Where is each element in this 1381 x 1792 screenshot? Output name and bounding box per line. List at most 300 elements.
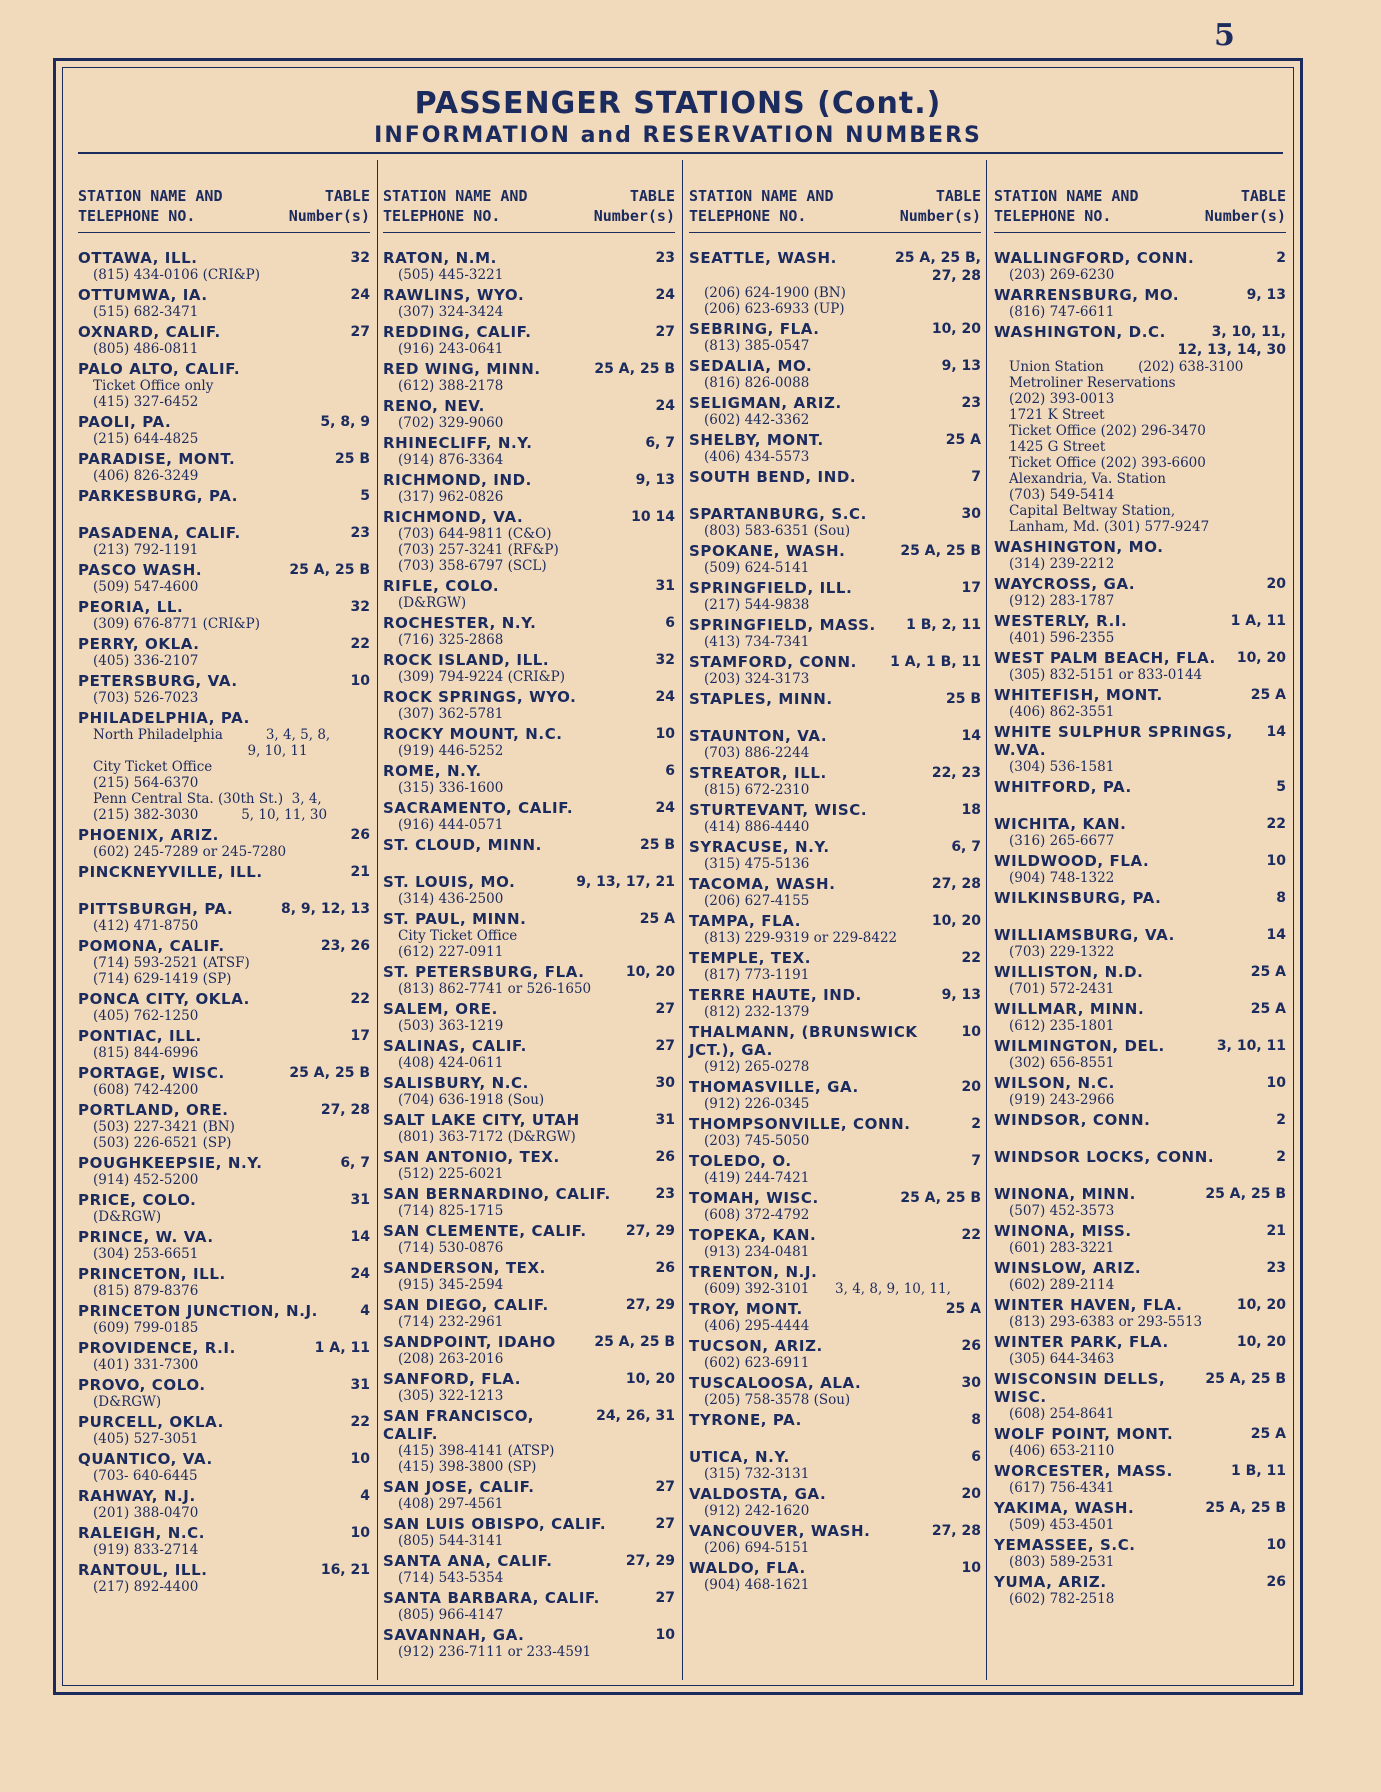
station-row <box>689 727 981 745</box>
station-row <box>994 249 1286 267</box>
telephone-line: City Ticket Office <box>93 759 213 775</box>
station-name: WILSON, N.C. <box>994 1074 1115 1092</box>
station-name: ST. PAUL, MINN. <box>383 910 527 928</box>
station-entry <box>78 360 370 410</box>
station-name: SAVANNAH, GA. <box>383 1626 525 1644</box>
station-entry <box>689 801 981 835</box>
station-row <box>383 688 675 706</box>
station-name: TOPEKA, KAN. <box>689 1226 817 1244</box>
station-name: WINONA, MISS. <box>994 1222 1132 1240</box>
station-entry <box>383 762 675 796</box>
station-row <box>383 1296 675 1314</box>
table-numbers: 24 <box>655 800 675 816</box>
telephone-line: (314) 239-2212 <box>1009 556 1115 572</box>
station-row <box>994 852 1286 870</box>
telephone-line: (201) 388-0470 <box>93 1505 199 1521</box>
station-name: WESTERLY, R.I. <box>994 612 1128 630</box>
station-row <box>689 320 981 338</box>
station-entry <box>383 651 675 685</box>
telephone-line: (206) 623-6933 (UP) <box>704 301 845 317</box>
telephone-line: (703) 526-7023 <box>93 690 199 706</box>
station-row <box>383 910 675 928</box>
station-row <box>689 249 981 285</box>
table-numbers: 25 A, 25 B <box>594 1334 675 1350</box>
station-row <box>994 815 1286 833</box>
table-numbers: 23 <box>350 525 370 541</box>
telephone-line: Capital Beltway Station, <box>1009 503 1176 519</box>
station-name: PONCA CITY, OKLA. <box>78 990 250 1008</box>
table-numbers: 25 A <box>945 432 981 448</box>
table-numbers: 7 <box>971 469 981 485</box>
station-entry <box>78 413 370 447</box>
station-row <box>78 1154 370 1172</box>
table-numbers: 14 <box>350 1229 370 1245</box>
station-row <box>78 1265 370 1283</box>
telephone-line: (813) 229-9319 or 229-8422 <box>704 930 898 946</box>
station-entry <box>689 1263 981 1297</box>
station-entry <box>383 1626 675 1660</box>
station-row <box>994 538 1286 556</box>
telephone-line: (914) 452-5200 <box>93 1172 199 1188</box>
table-numbers: 1 B, 2, 11 <box>906 617 981 633</box>
telephone-line: (406) 826-3249 <box>93 468 199 484</box>
station-entry <box>78 1064 370 1098</box>
station-row <box>78 1561 370 1579</box>
station-row <box>383 508 675 526</box>
telephone-line: (408) 297-4561 <box>398 1496 504 1512</box>
telephone-line: (215) 382-3030 5, 10, 11, 30 <box>93 807 328 823</box>
telephone-line: (612) 388-2178 <box>398 378 504 394</box>
station-name: SANDERSON, TEX. <box>383 1259 546 1277</box>
table-numbers: 23, 26 <box>320 938 370 954</box>
table-numbers: 27, 28 <box>931 876 981 892</box>
station-row <box>689 1226 981 1244</box>
station-name: SAN BERNARDINO, CALIF. <box>383 1185 611 1203</box>
table-numbers: 25 A <box>945 1301 981 1317</box>
station-row <box>78 672 370 690</box>
station-name: VALDOSTA, GA. <box>689 1485 827 1503</box>
station-row <box>689 653 981 671</box>
station-row <box>383 397 675 415</box>
station-entry <box>689 1189 981 1223</box>
station-row <box>689 912 981 930</box>
station-name: WORCESTER, MASS. <box>994 1462 1173 1480</box>
station-row <box>383 836 675 854</box>
table-numbers: 27 <box>655 1590 675 1606</box>
telephone-line <box>383 854 675 870</box>
telephone-line: (415) 398-3800 (SP) <box>398 1459 537 1475</box>
station-entry <box>78 1101 370 1151</box>
station-entry <box>689 249 981 317</box>
station-row <box>689 1189 981 1207</box>
table-numbers: 25 A <box>1250 687 1286 703</box>
station-entry <box>689 542 981 576</box>
telephone-line: (305) 644-3463 <box>1009 1351 1115 1367</box>
station-name: ST. LOUIS, MO. <box>383 873 516 891</box>
station-entry <box>383 249 675 283</box>
table-numbers: 10 <box>350 1525 370 1541</box>
station-name: POMONA, CALIF. <box>78 937 225 955</box>
station-name: PEORIA, LL. <box>78 598 184 616</box>
table-numbers: 27 <box>655 1038 675 1054</box>
station-row <box>994 1185 1286 1203</box>
station-name: WARRENSBURG, MO. <box>994 286 1180 304</box>
station-name: SALISBURY, N.C. <box>383 1074 529 1092</box>
station-entry <box>689 1023 981 1075</box>
telephone-line: Lanham, Md. (301) 577-9247 <box>1009 519 1210 535</box>
telephone-line: (309) 794-9224 (CRI&P) <box>398 669 566 685</box>
station-row <box>689 542 981 560</box>
table-numbers: 14 <box>1266 927 1286 943</box>
station-row <box>383 1037 675 1055</box>
station-row <box>994 1074 1286 1092</box>
station-name: SPOKANE, WASH. <box>689 542 846 560</box>
station-entry <box>689 468 981 502</box>
station-name: PRINCETON JUNCTION, N.J. <box>78 1302 318 1320</box>
station-row <box>383 1370 675 1388</box>
table-numbers: 27 <box>350 324 370 340</box>
station-entry <box>78 635 370 669</box>
station-row <box>383 323 675 341</box>
telephone-line: (206) 627-4155 <box>704 893 810 909</box>
station-name: WICHITA, KAN. <box>994 815 1127 833</box>
station-row <box>994 1425 1286 1443</box>
station-row <box>78 1101 370 1119</box>
station-name: WINDSOR, CONN. <box>994 1111 1151 1129</box>
station-entry <box>383 688 675 722</box>
telephone-line: (405) 527-3051 <box>93 1431 199 1447</box>
station-entry <box>78 1154 370 1188</box>
telephone-line: (816) 826-0088 <box>704 375 810 391</box>
table-numbers: 2 <box>1276 1112 1286 1128</box>
telephone-line: 1425 G Street <box>1009 439 1106 455</box>
station-row <box>78 1376 370 1394</box>
station-row <box>78 1064 370 1082</box>
station-name: WINTER HAVEN, FLA. <box>994 1296 1183 1314</box>
station-name: TEMPLE, TEX. <box>689 949 812 967</box>
station-entry <box>994 612 1286 646</box>
telephone-line: (203) 324-3173 <box>704 671 810 687</box>
telephone-line: (315) 475-5136 <box>704 856 810 872</box>
telephone-line: Ticket Office (202) 393-6600 <box>1009 455 1206 471</box>
station-name: STAMFORD, CONN. <box>689 653 857 671</box>
station-entry <box>383 1111 675 1145</box>
station-entry <box>383 725 675 759</box>
station-name: RENO, NEV. <box>383 397 485 415</box>
telephone-line: (817) 773-1191 <box>704 967 810 983</box>
station-entry <box>78 524 370 558</box>
station-name: SAN ANTONIO, TEX. <box>383 1148 560 1166</box>
table-numbers: 16, 21 <box>320 1562 370 1578</box>
table-numbers: 27 <box>655 1479 675 1495</box>
station-name: TAMPA, FLA. <box>689 912 802 930</box>
station-name: RICHMOND, VA. <box>383 508 524 526</box>
header-rule <box>383 232 675 233</box>
station-entry <box>383 471 675 505</box>
station-name: RAWLINS, WYO. <box>383 286 525 304</box>
station-entry <box>994 1536 1286 1570</box>
header-station-name: STATION NAME AND TELEPHONE NO. <box>994 187 1139 225</box>
station-row <box>689 1337 981 1355</box>
station-row <box>383 1259 675 1277</box>
column-divider <box>682 160 683 1680</box>
station-name: SAN FRANCISCO, CALIF. <box>383 1407 535 1443</box>
table-numbers: 22, 23 <box>931 765 981 781</box>
station-name: PAOLI, PA. <box>78 413 172 431</box>
station-entry <box>78 1561 370 1595</box>
station-row <box>689 690 981 708</box>
station-row <box>689 838 981 856</box>
station-entry <box>689 912 981 946</box>
table-numbers: 9, 13 <box>1246 287 1286 303</box>
station-name: PALO ALTO, CALIF. <box>78 360 241 378</box>
header-table-number: TABLE Number(s) <box>593 187 675 225</box>
station-entry <box>383 1515 675 1549</box>
table-numbers: 22 <box>961 950 981 966</box>
station-name: WILMINGTON, DEL. <box>994 1037 1165 1055</box>
station-name: WILLIAMSBURG, VA. <box>994 926 1175 944</box>
station-name: OTTAWA, ILL. <box>78 249 198 267</box>
station-row <box>383 762 675 780</box>
column-header <box>78 186 370 226</box>
station-row <box>78 1524 370 1542</box>
station-row <box>994 649 1286 667</box>
telephone-line: (206) 694-5151 <box>704 1540 810 1556</box>
station-entry <box>78 709 370 823</box>
station-entry <box>689 579 981 613</box>
station-entry <box>994 286 1286 320</box>
station-entry <box>383 1478 675 1512</box>
telephone-line: (503) 227-3421 (BN) <box>93 1119 235 1135</box>
table-numbers: 10, 20 <box>931 913 981 929</box>
station-row <box>994 686 1286 704</box>
table-numbers: 6, 7 <box>645 435 675 451</box>
table-numbers: 25 B <box>945 691 981 707</box>
station-entry <box>994 852 1286 886</box>
station-row <box>994 1148 1286 1166</box>
telephone-line: (401) 331-7300 <box>93 1357 199 1373</box>
station-row <box>78 360 370 378</box>
station-column-2 <box>383 186 675 1663</box>
station-name: PRINCETON, ILL. <box>78 1265 226 1283</box>
station-name: TYRONE, PA. <box>689 1411 802 1429</box>
station-row <box>689 357 981 375</box>
telephone-line: (608) 742-4200 <box>93 1082 199 1098</box>
station-entry <box>689 431 981 465</box>
station-row <box>383 434 675 452</box>
station-row <box>689 1559 981 1577</box>
station-name: RHINECLIFF, N.Y. <box>383 434 533 452</box>
station-row <box>78 561 370 579</box>
table-numbers: 17 <box>961 580 981 596</box>
station-name: TOMAH, WISC. <box>689 1189 819 1207</box>
station-name: PASADENA, CALIF. <box>78 524 241 542</box>
table-numbers: 6 <box>665 615 675 631</box>
station-entry <box>78 1524 370 1558</box>
table-numbers: 26 <box>655 1149 675 1165</box>
station-row <box>689 1448 981 1466</box>
station-row <box>689 801 981 819</box>
station-name: PETERSBURG, VA. <box>78 672 238 690</box>
station-entry <box>689 838 981 872</box>
station-row <box>78 1487 370 1505</box>
telephone-line: (401) 596-2355 <box>1009 630 1115 646</box>
table-numbers: 20 <box>961 1486 981 1502</box>
station-row <box>994 323 1286 359</box>
station-name: WILLMAR, MINN. <box>994 1000 1145 1018</box>
station-row <box>383 1552 675 1570</box>
telephone-line: (714) 629-1419 (SP) <box>93 971 232 987</box>
telephone-line: (315) 732-3131 <box>704 1466 810 1482</box>
station-entry <box>994 686 1286 720</box>
station-entry <box>383 1074 675 1108</box>
station-name: THOMASVILLE, GA. <box>689 1078 859 1096</box>
station-name: TERRE HAUTE, IND. <box>689 986 862 1004</box>
telephone-line: (703- 640-6445 <box>93 1468 198 1484</box>
station-entry <box>383 1589 675 1623</box>
table-numbers: 25 A, 25 B <box>900 1190 981 1206</box>
table-numbers: 26 <box>350 827 370 843</box>
station-name: WALLINGFORD, CONN. <box>994 249 1195 267</box>
table-numbers: 25 A <box>1250 1426 1286 1442</box>
telephone-line: (505) 445-3221 <box>398 267 504 283</box>
telephone-line: (415) 327-6452 <box>93 394 199 410</box>
header-rule <box>689 232 981 233</box>
station-entry <box>383 836 675 870</box>
telephone-line: Alexandria, Va. Station <box>1009 471 1166 487</box>
station-column-3 <box>689 186 981 1596</box>
table-numbers: 24 <box>655 689 675 705</box>
telephone-line: (612) 235-1801 <box>1009 1018 1115 1034</box>
page-subtitle: INFORMATION and RESERVATION NUMBERS <box>374 123 982 148</box>
station-name: WINDSOR LOCKS, CONN. <box>994 1148 1215 1166</box>
telephone-line: (217) 544-9838 <box>704 597 810 613</box>
station-name: TOLEDO, O. <box>689 1152 792 1170</box>
station-name: SPARTANBURG, S.C. <box>689 505 867 523</box>
station-name: POUGHKEEPSIE, N.Y. <box>78 1154 263 1172</box>
station-entry <box>383 286 675 320</box>
station-name: SAN LUIS OBISPO, CALIF. <box>383 1515 607 1533</box>
station-entry <box>689 1411 981 1445</box>
station-entry <box>383 1333 675 1367</box>
station-entry <box>689 1226 981 1260</box>
telephone-line: (803) 583-6351 (Sou) <box>704 523 851 539</box>
table-numbers: 23 <box>655 1186 675 1202</box>
table-numbers: 9, 13, 17, 21 <box>576 874 675 890</box>
station-row <box>78 937 370 955</box>
station-entry <box>689 875 981 909</box>
station-entry <box>383 1407 675 1475</box>
station-row <box>383 360 675 378</box>
station-entry <box>994 1111 1286 1145</box>
telephone-line: (702) 329-9060 <box>398 415 504 431</box>
telephone-line: (915) 345-2594 <box>398 1277 504 1293</box>
station-row <box>383 1333 675 1351</box>
table-numbers: 10 <box>655 1627 675 1643</box>
station-row <box>78 826 370 844</box>
station-name: PITTSBURGH, PA. <box>78 900 234 918</box>
telephone-line: (307) 362-5781 <box>398 706 504 722</box>
table-numbers: 1 B, 11 <box>1231 1463 1286 1479</box>
column-header <box>383 186 675 226</box>
table-numbers: 22 <box>350 991 370 1007</box>
table-numbers: 10 14 <box>631 509 675 525</box>
table-numbers: 25 A, 25 B <box>1205 1371 1286 1387</box>
station-entry <box>689 505 981 539</box>
station-row <box>689 1300 981 1318</box>
telephone-line: (602) 245-7289 or 245-7280 <box>93 844 287 860</box>
station-entry <box>383 799 675 833</box>
table-numbers: 10, 20 <box>1236 650 1286 666</box>
table-numbers: 1 A, 11 <box>1230 613 1286 629</box>
station-row <box>383 1000 675 1018</box>
telephone-line: (703) 886-2244 <box>704 745 810 761</box>
station-name: PROVIDENCE, R.I. <box>78 1339 236 1357</box>
station-name: WINTER PARK, FLA. <box>994 1333 1169 1351</box>
station-name: WASHINGTON, D.C. <box>994 323 1166 341</box>
telephone-line: (203) 745-5050 <box>704 1133 810 1149</box>
telephone-line <box>994 1166 1286 1182</box>
telephone-line: (704) 636-1918 (Sou) <box>398 1092 545 1108</box>
telephone-line: (503) 226-6521 (SP) <box>93 1135 232 1151</box>
station-entry <box>383 1259 675 1293</box>
station-name: PARADISE, MONT. <box>78 450 236 468</box>
table-numbers: 25 A, 25 B <box>289 1065 370 1081</box>
telephone-line: (314) 436-2500 <box>398 891 504 907</box>
station-row <box>383 1626 675 1644</box>
station-name: PONTIAC, ILL. <box>78 1027 202 1045</box>
table-numbers: 23 <box>961 395 981 411</box>
station-entry <box>78 1191 370 1225</box>
station-name: YEMASSEE, S.C. <box>994 1536 1136 1554</box>
telephone-line: (405) 336-2107 <box>93 653 199 669</box>
telephone-line: (512) 225-6021 <box>398 1166 504 1182</box>
station-name: RIFLE, COLO. <box>383 577 500 595</box>
telephone-line: (305) 832-5151 or 833-0144 <box>1009 667 1203 683</box>
telephone-line: (309) 676-8771 (CRI&P) <box>93 616 261 632</box>
station-entry <box>689 986 981 1020</box>
telephone-line: (703) 549-5414 <box>1009 487 1115 503</box>
station-name: WAYCROSS, GA. <box>994 575 1136 593</box>
station-name: WHITFORD, PA. <box>994 778 1132 796</box>
table-numbers: 32 <box>655 652 675 668</box>
station-row <box>689 1078 981 1096</box>
telephone-line: (912) 236-7111 or 233-4591 <box>398 1644 592 1660</box>
station-entry <box>383 434 675 468</box>
table-numbers: 7 <box>971 1153 981 1169</box>
station-name: ROCK ISLAND, ILL. <box>383 651 550 669</box>
telephone-line: (904) 468-1621 <box>704 1577 810 1593</box>
station-entry <box>994 1000 1286 1034</box>
station-row <box>689 1263 981 1281</box>
station-name: PRICE, COLO. <box>78 1191 197 1209</box>
telephone-line: (608) 254-8641 <box>1009 1406 1115 1422</box>
table-numbers: 32 <box>350 250 370 266</box>
station-entry <box>994 1296 1286 1330</box>
telephone-line: (305) 322-1213 <box>398 1388 504 1404</box>
station-name: YAKIMA, WASH. <box>994 1499 1135 1517</box>
station-name: SPRINGFIELD, ILL. <box>689 579 853 597</box>
telephone-line: (703) 358-6797 (SCL) <box>398 558 547 574</box>
table-numbers: 1 A, 11 <box>314 1340 370 1356</box>
station-entry <box>994 1185 1286 1219</box>
station-row <box>383 1515 675 1533</box>
table-numbers: 14 <box>961 728 981 744</box>
telephone-line: (716) 325-2868 <box>398 632 504 648</box>
station-entry <box>78 286 370 320</box>
telephone-line: (812) 232-1379 <box>704 1004 810 1020</box>
station-row <box>994 889 1286 907</box>
